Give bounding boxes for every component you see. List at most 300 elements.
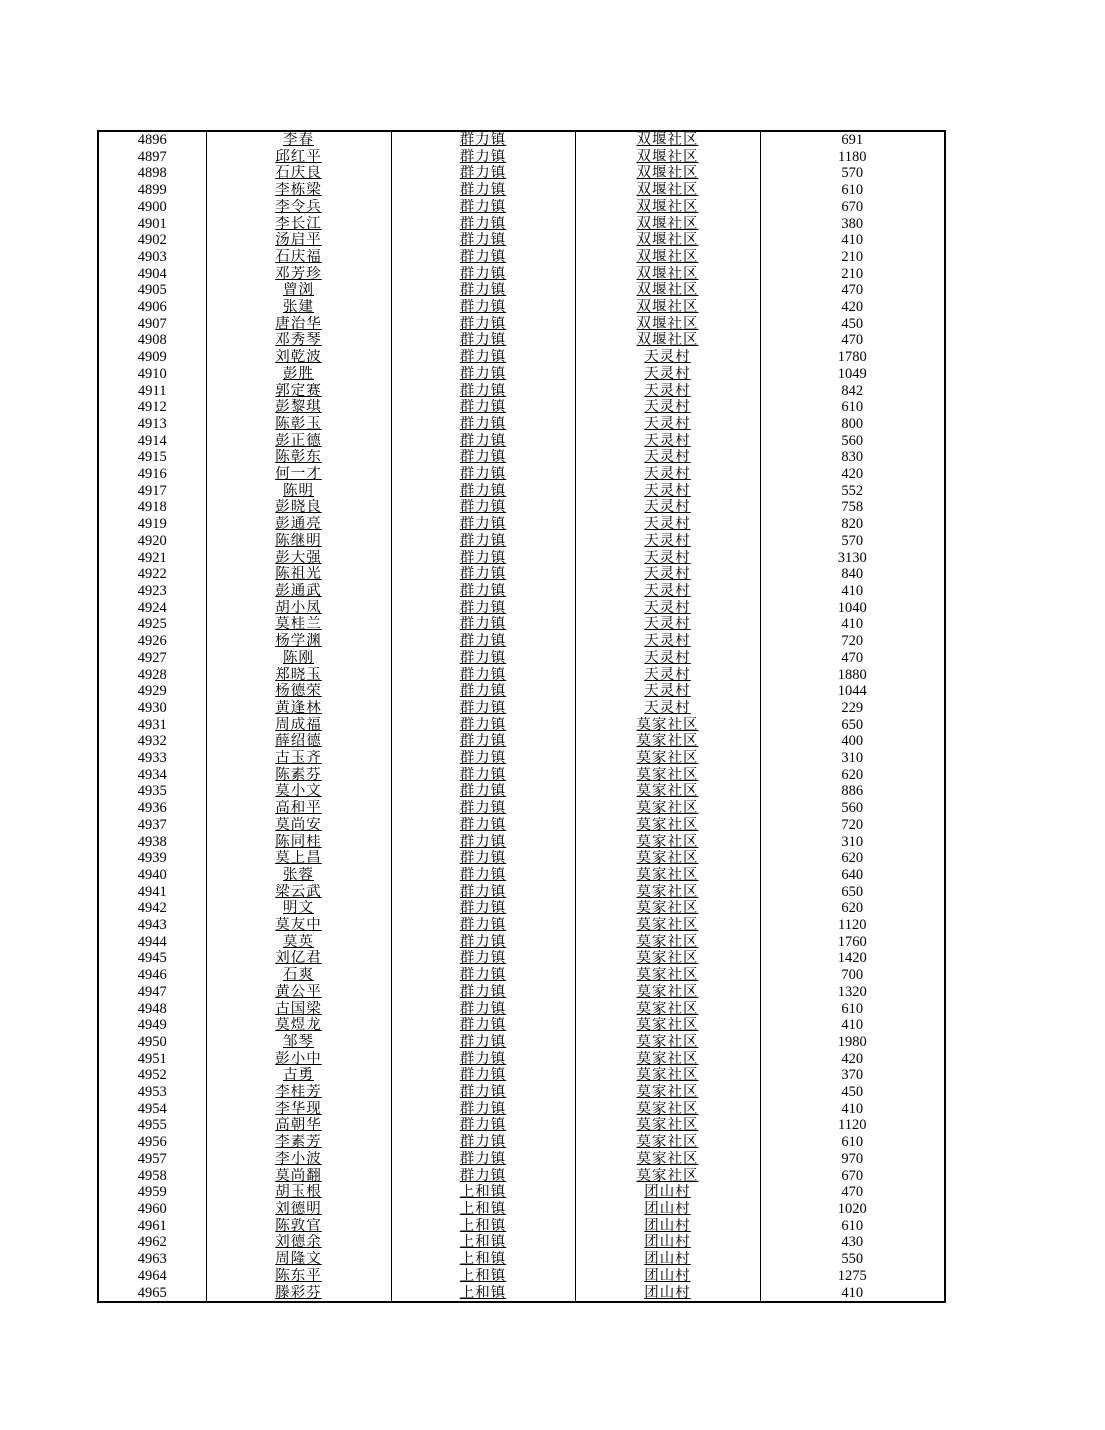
amount-cell: 570 bbox=[760, 165, 945, 182]
row-number-cell: 4944 bbox=[98, 934, 206, 951]
row-number-cell: 4916 bbox=[98, 466, 206, 483]
table-row bbox=[98, 1017, 945, 1034]
table-row bbox=[98, 834, 945, 851]
table-row bbox=[98, 199, 945, 216]
name-cell: 张蓉 bbox=[206, 867, 391, 884]
town-cell: 群力镇 bbox=[391, 834, 575, 851]
table-row bbox=[98, 149, 945, 166]
row-number-cell: 4948 bbox=[98, 1001, 206, 1018]
table-row bbox=[98, 1218, 945, 1235]
name-cell: 莫小文 bbox=[206, 783, 391, 800]
table-row bbox=[98, 850, 945, 867]
town-cell: 群力镇 bbox=[391, 717, 575, 734]
table-row bbox=[98, 884, 945, 901]
name-cell: 李令兵 bbox=[206, 199, 391, 216]
village-cell: 莫家社区 bbox=[575, 1168, 760, 1185]
table-body bbox=[98, 131, 945, 1302]
name-cell: 杨学渊 bbox=[206, 633, 391, 650]
amount-cell: 1120 bbox=[760, 1117, 945, 1134]
village-cell: 团山村 bbox=[575, 1268, 760, 1285]
name-cell: 彭胜 bbox=[206, 366, 391, 383]
town-cell: 群力镇 bbox=[391, 967, 575, 984]
town-cell: 群力镇 bbox=[391, 466, 575, 483]
name-cell: 陈继明 bbox=[206, 533, 391, 550]
row-number-cell: 4904 bbox=[98, 266, 206, 283]
village-cell: 双堰社区 bbox=[575, 232, 760, 249]
town-cell: 群力镇 bbox=[391, 850, 575, 867]
name-cell: 胡玉根 bbox=[206, 1184, 391, 1201]
name-cell: 唐治华 bbox=[206, 316, 391, 333]
table-row bbox=[98, 600, 945, 617]
amount-cell: 650 bbox=[760, 717, 945, 734]
table-row bbox=[98, 566, 945, 583]
amount-cell: 420 bbox=[760, 466, 945, 483]
town-cell: 上和镇 bbox=[391, 1201, 575, 1218]
row-number-cell: 4946 bbox=[98, 967, 206, 984]
town-cell: 群力镇 bbox=[391, 199, 575, 216]
row-number-cell: 4915 bbox=[98, 449, 206, 466]
row-number-cell: 4961 bbox=[98, 1218, 206, 1235]
table-row bbox=[98, 1234, 945, 1251]
town-cell: 上和镇 bbox=[391, 1285, 575, 1303]
amount-cell: 620 bbox=[760, 900, 945, 917]
amount-cell: 1980 bbox=[760, 1034, 945, 1051]
village-cell: 莫家社区 bbox=[575, 834, 760, 851]
town-cell: 群力镇 bbox=[391, 1034, 575, 1051]
amount-cell: 842 bbox=[760, 383, 945, 400]
village-cell: 团山村 bbox=[575, 1285, 760, 1303]
town-cell: 群力镇 bbox=[391, 182, 575, 199]
row-number-cell: 4953 bbox=[98, 1084, 206, 1101]
name-cell: 李华现 bbox=[206, 1101, 391, 1118]
table-row bbox=[98, 1084, 945, 1101]
amount-cell: 3130 bbox=[760, 550, 945, 567]
village-cell: 莫家社区 bbox=[575, 750, 760, 767]
row-number-cell: 4925 bbox=[98, 616, 206, 633]
village-cell: 莫家社区 bbox=[575, 1051, 760, 1068]
name-cell: 陈祖光 bbox=[206, 566, 391, 583]
village-cell: 天灵村 bbox=[575, 349, 760, 366]
table-row bbox=[98, 900, 945, 917]
row-number-cell: 4929 bbox=[98, 683, 206, 700]
town-cell: 群力镇 bbox=[391, 449, 575, 466]
village-cell: 莫家社区 bbox=[575, 884, 760, 901]
table-row bbox=[98, 783, 945, 800]
amount-cell: 410 bbox=[760, 583, 945, 600]
amount-cell: 1044 bbox=[760, 683, 945, 700]
row-number-cell: 4905 bbox=[98, 282, 206, 299]
amount-cell: 210 bbox=[760, 249, 945, 266]
name-cell: 陈东平 bbox=[206, 1268, 391, 1285]
name-cell: 李栋梁 bbox=[206, 182, 391, 199]
amount-cell: 210 bbox=[760, 266, 945, 283]
village-cell: 天灵村 bbox=[575, 383, 760, 400]
name-cell: 莫英 bbox=[206, 934, 391, 951]
table-row bbox=[98, 466, 945, 483]
table-row bbox=[98, 934, 945, 951]
row-number-cell: 4949 bbox=[98, 1017, 206, 1034]
name-cell: 薛绍德 bbox=[206, 733, 391, 750]
amount-cell: 970 bbox=[760, 1151, 945, 1168]
row-number-cell: 4932 bbox=[98, 733, 206, 750]
name-cell: 彭大强 bbox=[206, 550, 391, 567]
amount-cell: 840 bbox=[760, 566, 945, 583]
row-number-cell: 4922 bbox=[98, 566, 206, 583]
table-row bbox=[98, 483, 945, 500]
row-number-cell: 4962 bbox=[98, 1234, 206, 1251]
table-row bbox=[98, 616, 945, 633]
amount-cell: 1760 bbox=[760, 934, 945, 951]
town-cell: 群力镇 bbox=[391, 1084, 575, 1101]
row-number-cell: 4926 bbox=[98, 633, 206, 650]
town-cell: 群力镇 bbox=[391, 299, 575, 316]
row-number-cell: 4924 bbox=[98, 600, 206, 617]
village-cell: 莫家社区 bbox=[575, 767, 760, 784]
amount-cell: 720 bbox=[760, 817, 945, 834]
table-row bbox=[98, 1168, 945, 1185]
town-cell: 群力镇 bbox=[391, 1117, 575, 1134]
village-cell: 莫家社区 bbox=[575, 917, 760, 934]
village-cell: 双堰社区 bbox=[575, 282, 760, 299]
town-cell: 群力镇 bbox=[391, 633, 575, 650]
village-cell: 莫家社区 bbox=[575, 850, 760, 867]
village-cell: 双堰社区 bbox=[575, 216, 760, 233]
name-cell: 莫尚翻 bbox=[206, 1168, 391, 1185]
amount-cell: 470 bbox=[760, 1184, 945, 1201]
village-cell: 莫家社区 bbox=[575, 1067, 760, 1084]
table-row bbox=[98, 1067, 945, 1084]
name-cell: 彭小中 bbox=[206, 1051, 391, 1068]
name-cell: 陈明 bbox=[206, 483, 391, 500]
amount-cell: 620 bbox=[760, 850, 945, 867]
village-cell: 天灵村 bbox=[575, 667, 760, 684]
town-cell: 群力镇 bbox=[391, 316, 575, 333]
row-number-cell: 4911 bbox=[98, 383, 206, 400]
name-cell: 高朝华 bbox=[206, 1117, 391, 1134]
name-cell: 陈彰玉 bbox=[206, 416, 391, 433]
table-row bbox=[98, 967, 945, 984]
amount-cell: 691 bbox=[760, 131, 945, 149]
town-cell: 群力镇 bbox=[391, 934, 575, 951]
amount-cell: 410 bbox=[760, 1101, 945, 1118]
name-cell: 滕彩芬 bbox=[206, 1285, 391, 1303]
name-cell: 陈素芬 bbox=[206, 767, 391, 784]
amount-cell: 470 bbox=[760, 282, 945, 299]
amount-cell: 610 bbox=[760, 1001, 945, 1018]
town-cell: 群力镇 bbox=[391, 783, 575, 800]
table-row bbox=[98, 717, 945, 734]
name-cell: 李素芳 bbox=[206, 1134, 391, 1151]
table-row bbox=[98, 1101, 945, 1118]
amount-cell: 1420 bbox=[760, 950, 945, 967]
table-row bbox=[98, 917, 945, 934]
town-cell: 群力镇 bbox=[391, 767, 575, 784]
table-row bbox=[98, 383, 945, 400]
row-number-cell: 4950 bbox=[98, 1034, 206, 1051]
town-cell: 群力镇 bbox=[391, 383, 575, 400]
row-number-cell: 4897 bbox=[98, 149, 206, 166]
village-cell: 天灵村 bbox=[575, 600, 760, 617]
amount-cell: 1780 bbox=[760, 349, 945, 366]
data-table bbox=[97, 130, 946, 1303]
town-cell: 群力镇 bbox=[391, 516, 575, 533]
table-row bbox=[98, 1201, 945, 1218]
amount-cell: 700 bbox=[760, 967, 945, 984]
village-cell: 莫家社区 bbox=[575, 783, 760, 800]
row-number-cell: 4934 bbox=[98, 767, 206, 784]
village-cell: 天灵村 bbox=[575, 466, 760, 483]
name-cell: 石庆良 bbox=[206, 165, 391, 182]
amount-cell: 470 bbox=[760, 332, 945, 349]
town-cell: 群力镇 bbox=[391, 1067, 575, 1084]
town-cell: 群力镇 bbox=[391, 1168, 575, 1185]
village-cell: 莫家社区 bbox=[575, 733, 760, 750]
town-cell: 群力镇 bbox=[391, 867, 575, 884]
amount-cell: 420 bbox=[760, 1051, 945, 1068]
table-row bbox=[98, 499, 945, 516]
amount-cell: 560 bbox=[760, 433, 945, 450]
table-row bbox=[98, 800, 945, 817]
amount-cell: 720 bbox=[760, 633, 945, 650]
town-cell: 群力镇 bbox=[391, 433, 575, 450]
row-number-cell: 4902 bbox=[98, 232, 206, 249]
table-row bbox=[98, 550, 945, 567]
amount-cell: 1120 bbox=[760, 917, 945, 934]
amount-cell: 450 bbox=[760, 1084, 945, 1101]
table-row bbox=[98, 950, 945, 967]
name-cell: 邓芳珍 bbox=[206, 266, 391, 283]
table-row bbox=[98, 1034, 945, 1051]
name-cell: 邱红平 bbox=[206, 149, 391, 166]
table-row bbox=[98, 131, 945, 149]
village-cell: 莫家社区 bbox=[575, 1151, 760, 1168]
town-cell: 群力镇 bbox=[391, 700, 575, 717]
amount-cell: 310 bbox=[760, 834, 945, 851]
amount-cell: 450 bbox=[760, 316, 945, 333]
row-number-cell: 4938 bbox=[98, 834, 206, 851]
amount-cell: 640 bbox=[760, 867, 945, 884]
village-cell: 天灵村 bbox=[575, 550, 760, 567]
town-cell: 群力镇 bbox=[391, 1101, 575, 1118]
table-row bbox=[98, 216, 945, 233]
table-row bbox=[98, 399, 945, 416]
row-number-cell: 4918 bbox=[98, 499, 206, 516]
table-row bbox=[98, 1285, 945, 1303]
name-cell: 周成福 bbox=[206, 717, 391, 734]
town-cell: 群力镇 bbox=[391, 149, 575, 166]
row-number-cell: 4931 bbox=[98, 717, 206, 734]
name-cell: 曾浏 bbox=[206, 282, 391, 299]
name-cell: 胡小凤 bbox=[206, 600, 391, 617]
town-cell: 群力镇 bbox=[391, 483, 575, 500]
table-row bbox=[98, 650, 945, 667]
name-cell: 石庆福 bbox=[206, 249, 391, 266]
row-number-cell: 4952 bbox=[98, 1067, 206, 1084]
amount-cell: 886 bbox=[760, 783, 945, 800]
row-number-cell: 4964 bbox=[98, 1268, 206, 1285]
table-row bbox=[98, 366, 945, 383]
name-cell: 明文 bbox=[206, 900, 391, 917]
amount-cell: 610 bbox=[760, 182, 945, 199]
amount-cell: 570 bbox=[760, 533, 945, 550]
village-cell: 莫家社区 bbox=[575, 717, 760, 734]
village-cell: 团山村 bbox=[575, 1201, 760, 1218]
row-number-cell: 4957 bbox=[98, 1151, 206, 1168]
name-cell: 何一才 bbox=[206, 466, 391, 483]
amount-cell: 310 bbox=[760, 750, 945, 767]
village-cell: 天灵村 bbox=[575, 516, 760, 533]
village-cell: 莫家社区 bbox=[575, 984, 760, 1001]
row-number-cell: 4908 bbox=[98, 332, 206, 349]
town-cell: 群力镇 bbox=[391, 165, 575, 182]
village-cell: 天灵村 bbox=[575, 566, 760, 583]
name-cell: 李春 bbox=[206, 131, 391, 149]
name-cell: 莫煜龙 bbox=[206, 1017, 391, 1034]
table-row bbox=[98, 516, 945, 533]
row-number-cell: 4913 bbox=[98, 416, 206, 433]
village-cell: 莫家社区 bbox=[575, 1084, 760, 1101]
name-cell: 郑晓玉 bbox=[206, 667, 391, 684]
amount-cell: 670 bbox=[760, 199, 945, 216]
row-number-cell: 4933 bbox=[98, 750, 206, 767]
town-cell: 群力镇 bbox=[391, 1051, 575, 1068]
row-number-cell: 4920 bbox=[98, 533, 206, 550]
town-cell: 上和镇 bbox=[391, 1268, 575, 1285]
amount-cell: 610 bbox=[760, 399, 945, 416]
row-number-cell: 4943 bbox=[98, 917, 206, 934]
amount-cell: 610 bbox=[760, 1218, 945, 1235]
table-row bbox=[98, 867, 945, 884]
table-row bbox=[98, 700, 945, 717]
name-cell: 周隆文 bbox=[206, 1251, 391, 1268]
amount-cell: 758 bbox=[760, 499, 945, 516]
town-cell: 群力镇 bbox=[391, 650, 575, 667]
amount-cell: 370 bbox=[760, 1067, 945, 1084]
town-cell: 群力镇 bbox=[391, 750, 575, 767]
amount-cell: 1049 bbox=[760, 366, 945, 383]
name-cell: 彭通亮 bbox=[206, 516, 391, 533]
amount-cell: 610 bbox=[760, 1134, 945, 1151]
row-number-cell: 4942 bbox=[98, 900, 206, 917]
row-number-cell: 4912 bbox=[98, 399, 206, 416]
table-row bbox=[98, 667, 945, 684]
town-cell: 群力镇 bbox=[391, 416, 575, 433]
table-row bbox=[98, 1001, 945, 1018]
village-cell: 天灵村 bbox=[575, 433, 760, 450]
row-number-cell: 4901 bbox=[98, 216, 206, 233]
village-cell: 天灵村 bbox=[575, 449, 760, 466]
village-cell: 莫家社区 bbox=[575, 1101, 760, 1118]
village-cell: 天灵村 bbox=[575, 399, 760, 416]
village-cell: 天灵村 bbox=[575, 683, 760, 700]
town-cell: 上和镇 bbox=[391, 1234, 575, 1251]
row-number-cell: 4923 bbox=[98, 583, 206, 600]
town-cell: 群力镇 bbox=[391, 950, 575, 967]
village-cell: 团山村 bbox=[575, 1251, 760, 1268]
village-cell: 莫家社区 bbox=[575, 800, 760, 817]
name-cell: 刘德明 bbox=[206, 1201, 391, 1218]
town-cell: 群力镇 bbox=[391, 900, 575, 917]
town-cell: 上和镇 bbox=[391, 1218, 575, 1235]
name-cell: 杨德荣 bbox=[206, 683, 391, 700]
village-cell: 双堰社区 bbox=[575, 249, 760, 266]
table-row bbox=[98, 1268, 945, 1285]
amount-cell: 1880 bbox=[760, 667, 945, 684]
name-cell: 黄逢林 bbox=[206, 700, 391, 717]
village-cell: 莫家社区 bbox=[575, 950, 760, 967]
name-cell: 高和平 bbox=[206, 800, 391, 817]
table-row bbox=[98, 449, 945, 466]
village-cell: 莫家社区 bbox=[575, 1017, 760, 1034]
village-cell: 双堰社区 bbox=[575, 165, 760, 182]
table-row bbox=[98, 332, 945, 349]
row-number-cell: 4903 bbox=[98, 249, 206, 266]
row-number-cell: 4936 bbox=[98, 800, 206, 817]
amount-cell: 830 bbox=[760, 449, 945, 466]
table-row bbox=[98, 299, 945, 316]
table-row bbox=[98, 349, 945, 366]
name-cell: 刘乾波 bbox=[206, 349, 391, 366]
amount-cell: 1320 bbox=[760, 984, 945, 1001]
row-number-cell: 4914 bbox=[98, 433, 206, 450]
name-cell: 汤启平 bbox=[206, 232, 391, 249]
row-number-cell: 4937 bbox=[98, 817, 206, 834]
name-cell: 莫尚安 bbox=[206, 817, 391, 834]
row-number-cell: 4951 bbox=[98, 1051, 206, 1068]
row-number-cell: 4909 bbox=[98, 349, 206, 366]
amount-cell: 820 bbox=[760, 516, 945, 533]
row-number-cell: 4919 bbox=[98, 516, 206, 533]
village-cell: 双堰社区 bbox=[575, 149, 760, 166]
amount-cell: 380 bbox=[760, 216, 945, 233]
table-row bbox=[98, 984, 945, 1001]
amount-cell: 670 bbox=[760, 1168, 945, 1185]
row-number-cell: 4927 bbox=[98, 650, 206, 667]
row-number-cell: 4963 bbox=[98, 1251, 206, 1268]
village-cell: 天灵村 bbox=[575, 499, 760, 516]
name-cell: 彭黎琪 bbox=[206, 399, 391, 416]
village-cell: 莫家社区 bbox=[575, 900, 760, 917]
amount-cell: 470 bbox=[760, 650, 945, 667]
table-row bbox=[98, 182, 945, 199]
town-cell: 群力镇 bbox=[391, 683, 575, 700]
town-cell: 上和镇 bbox=[391, 1184, 575, 1201]
name-cell: 莫桂兰 bbox=[206, 616, 391, 633]
town-cell: 群力镇 bbox=[391, 399, 575, 416]
table-row bbox=[98, 683, 945, 700]
name-cell: 刘亿君 bbox=[206, 950, 391, 967]
town-cell: 群力镇 bbox=[391, 216, 575, 233]
name-cell: 梁云武 bbox=[206, 884, 391, 901]
amount-cell: 420 bbox=[760, 299, 945, 316]
table-row bbox=[98, 316, 945, 333]
table-row bbox=[98, 282, 945, 299]
table-row bbox=[98, 750, 945, 767]
amount-cell: 650 bbox=[760, 884, 945, 901]
town-cell: 群力镇 bbox=[391, 733, 575, 750]
village-cell: 莫家社区 bbox=[575, 1134, 760, 1151]
row-number-cell: 4955 bbox=[98, 1117, 206, 1134]
row-number-cell: 4965 bbox=[98, 1285, 206, 1303]
name-cell: 陈刚 bbox=[206, 650, 391, 667]
name-cell: 刘德余 bbox=[206, 1234, 391, 1251]
row-number-cell: 4899 bbox=[98, 182, 206, 199]
row-number-cell: 4941 bbox=[98, 884, 206, 901]
town-cell: 群力镇 bbox=[391, 249, 575, 266]
amount-cell: 410 bbox=[760, 1017, 945, 1034]
town-cell: 群力镇 bbox=[391, 800, 575, 817]
amount-cell: 1040 bbox=[760, 600, 945, 617]
